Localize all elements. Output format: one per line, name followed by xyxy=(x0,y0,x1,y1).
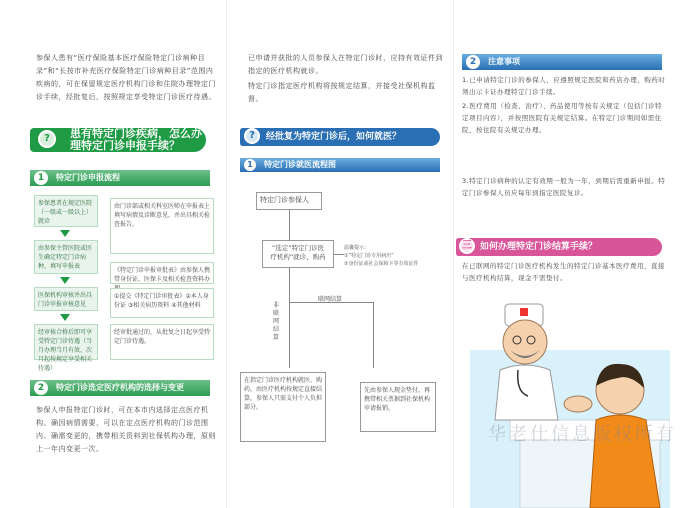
flow-step-1: 参保患者在规定医院（一级或一级以上）就诊 xyxy=(34,195,98,227)
flow-line-2 xyxy=(334,254,344,255)
step-note-4: 经审批通过的，从批复之日起享受特定门诊待遇。 xyxy=(110,324,214,360)
col-c-para4: 在已联网的特定门诊医疗机构发生的特定门诊基本医疗费用，直接与医疗机构结算，现金不需垫付。 xyxy=(462,262,665,282)
col-b-intro-2: 特定门诊指定医疗机构将按规定结算，并接受社保机构监督。 xyxy=(248,82,436,103)
col-a-bar1-label: 特定门诊申报流程 xyxy=(56,173,120,182)
col-c-pill2-num: 三 xyxy=(459,238,475,254)
col-a-bar1 xyxy=(30,170,210,186)
fold-line-2 xyxy=(453,0,454,508)
col-b-section-title xyxy=(240,128,440,146)
col-b-bar1 xyxy=(240,158,440,172)
flow-visit-box xyxy=(262,240,334,268)
col-c-pill1-num: 2 xyxy=(466,55,480,69)
col-c-pill2-label: 如何办理特定门诊结算手续？ xyxy=(480,242,598,252)
flow-result-right: 先由参保人现金垫付，再携带相关票据到社保机构申请报销。 xyxy=(360,382,436,432)
step-note-2: 《特定门诊申报审批表》由参保人携带身份证、医保卡及相关检查资料办 xyxy=(110,262,214,284)
flow-label-networked: 联网结算 xyxy=(318,296,343,303)
flow-start-box: 特定门诊参保人 xyxy=(256,192,322,210)
watermark: 华老仕信息版权所有 xyxy=(488,424,677,445)
flow-label-non-networked: 非联网结算 xyxy=(273,302,280,341)
flow-note-title: 温馨提示： xyxy=(344,245,370,251)
col-a-section-title-text: 患有特定门诊疾病，怎么办理特定门诊申报手续？ xyxy=(70,127,202,152)
doctor-patient-illustration xyxy=(470,300,670,508)
flow-result-left: 在指定门诊医疗机构就医、购药，由医疗机构按规定直接结算，参保人只需支付个人负担部分。 xyxy=(240,372,326,442)
flow-arrow-3 xyxy=(60,314,70,321)
fold-line-1 xyxy=(226,0,227,508)
col-c-para2: 2.医疗费用（检查、治疗）、药品使用等按有关规定（包括门诊特定项目内容），并按照医院有关规定结算。在特定门诊期间如需住院，按住院有关规定办理。 xyxy=(462,102,662,134)
flow-line-3 xyxy=(289,268,290,368)
col-b-section-title-text: 经批复为特定门诊后，如何就医？ xyxy=(266,132,402,142)
question-icon-b: ? xyxy=(244,128,260,144)
flow-arrow-2 xyxy=(60,277,70,284)
flow-note xyxy=(344,244,448,278)
step-note-3: ①提交《特定门诊审批表》②本人身份证 ③相关病历资料 ④其他材料 xyxy=(110,288,214,318)
flow-step-3: 医保机构审核并出具门诊申报审核意见 xyxy=(34,287,98,311)
flow-visit-line2: 疗机构”就诊、购药 xyxy=(270,253,326,261)
col-a-bar2-text: 参保人申报特定门诊时，可在本市内选择定点医疗机构。确因病情需要，可以在定点医疗机构的门诊范围内、确需变更的，携带相关资料到社保机构办理，原则上一年内变更一次。 xyxy=(36,406,216,453)
col-a-bar2 xyxy=(30,380,210,396)
flow-note-item-2: ②身份证或社会保障卡等有效证件 xyxy=(344,261,419,267)
col-c-pill2 xyxy=(456,238,662,256)
col-a-bar2-label: 特定门诊选定医疗机构的选择与变更 xyxy=(56,383,184,392)
flow-visit-line1: “选定”特定门诊医 xyxy=(271,244,325,252)
col-a-bar1-num: 1 xyxy=(34,171,48,185)
col-b-intro-1: 已申请并获批的人员参保人在特定门诊时，应持有效证件到指定的医疗机构就诊。 xyxy=(248,54,443,75)
col-c-pill1-label: 注意事项 xyxy=(488,57,520,66)
col-b-bar1-num: 1 xyxy=(244,159,256,171)
flow-arrow-1 xyxy=(60,230,70,237)
col-c-para3: 3.特定门诊病种的认定有效期一般为一年，到期后需重新申报。特定门诊参保人员应每年到指定医院复诊。 xyxy=(462,177,666,197)
flow-note-item-1: ①“特定门诊专用病历” xyxy=(344,253,394,259)
doctor-coat xyxy=(495,365,558,420)
col-c-pill1 xyxy=(462,54,662,70)
col-b-bar1-label: 特定门诊就医流程图 xyxy=(264,160,336,169)
col-a-bar2-num: 2 xyxy=(34,381,48,395)
flow-line-1 xyxy=(289,210,290,240)
col-c-para1: 1.已申请特定门诊的参保人，应遵照规定医院和药店办理，购药时须出示卡证办理特定门诊手续。 xyxy=(462,76,666,96)
flow-step-4: 经审核合格后即可享受特定门诊待遇（当月办理当月有效，次月起按规定享受相关待遇） xyxy=(34,324,98,360)
col-a-intro: 参保人患有“医疗保险基本医疗保险特定门诊病种目录”和“长按市补充医疗保险特定门诊病种目录”范围内疾病的，可在保留规定医疗机构门诊和住院办理特定门诊手续，经批复后，按照规定享受特定门诊医疗待遇。 xyxy=(36,54,216,101)
flow-step-2: 由参保主管医院或医生确定特定门诊病种，填写申报表 xyxy=(34,240,98,274)
question-icon: ? xyxy=(38,130,56,148)
col-a-section-title xyxy=(30,128,206,152)
red-cross-icon xyxy=(520,308,528,316)
patient-hand xyxy=(564,396,592,412)
step-note-1: 由门诊部或相关科室医师在申报表上填写病情及诊断意见，并出具相关检查报告。 xyxy=(110,198,214,254)
flow-line-5 xyxy=(373,302,374,368)
